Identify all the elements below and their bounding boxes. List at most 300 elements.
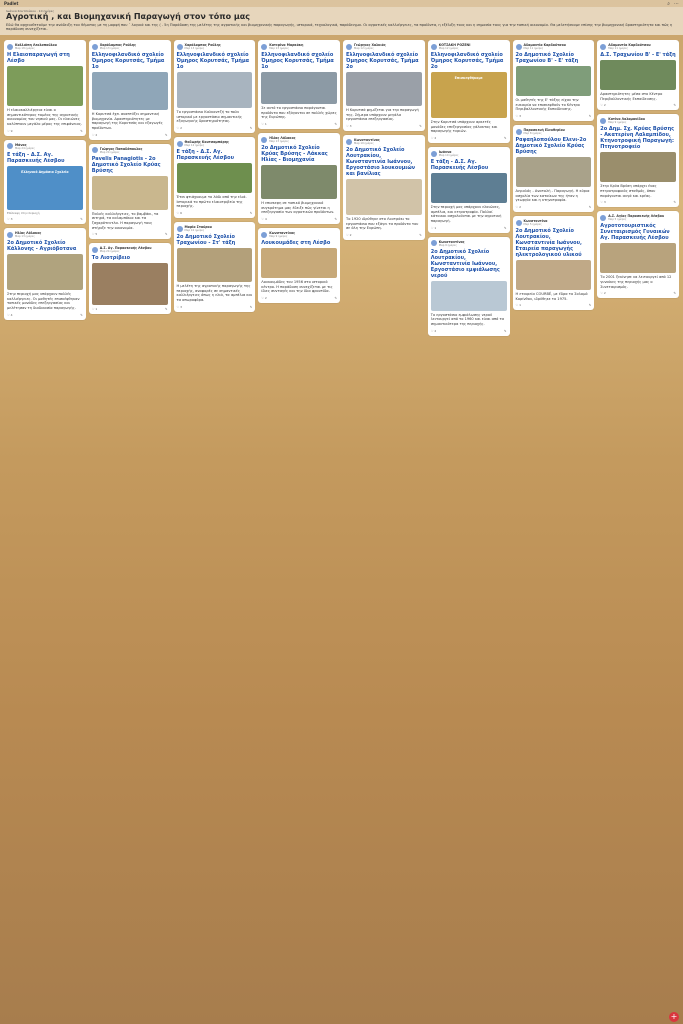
post-title: 2ο Δημοτικό Σχολείο Κάλλονης - Αγριόβοτανα xyxy=(7,240,77,253)
post-time: Μαρ 24 ημέρες xyxy=(99,250,120,254)
post-footer xyxy=(261,296,337,300)
post-header xyxy=(431,150,507,157)
post-body: Η επισκεψη σε τοπικό βιομηχανικό συγκρότημα μας έδειξε πώς γίνεται η επεξεργασία των αγροτικών προϊόντων. xyxy=(261,201,335,215)
post-author: ΚΟΤΣΑΚΗ ΡΟΖΕΝΙ xyxy=(438,43,471,47)
comment-icon[interactable]: ✎ xyxy=(673,200,676,205)
post-image[interactable] xyxy=(600,60,676,90)
post-title: Ε τάξη - Δ.Σ. Αγ. Παρασκευής Λέσβου xyxy=(176,149,234,162)
heart-icon[interactable]: ♡ 1 xyxy=(430,225,437,230)
post-image-label xyxy=(600,60,676,64)
post-footer xyxy=(92,232,168,236)
post-author: Κωνσταντίνος xyxy=(354,138,380,143)
comment-icon[interactable]: ✎ xyxy=(80,312,83,317)
post-author: Ιωάννα xyxy=(438,150,452,155)
like-count: 2 xyxy=(434,136,437,141)
heart-icon[interactable]: ♡ 2 xyxy=(430,136,437,141)
heart-icon[interactable]: ♡ 4 xyxy=(261,217,267,222)
post-body: Το 1920 ιδρύθηκε στο Λουτράκι το εργοστάσιο που εξάγει τα προϊόντα του σε όλη την Ευρώπη. xyxy=(346,217,419,231)
post-image[interactable] xyxy=(516,260,592,290)
post-image[interactable] xyxy=(261,72,337,104)
post-card[interactable] xyxy=(174,137,256,218)
avatar xyxy=(261,137,267,143)
post-header xyxy=(7,231,83,238)
avatar xyxy=(431,240,437,246)
post-title: 2ο Δημοτικό Σχολείο Κρύας Βρύσης - Λάκκας Ηλίας - Βιομηχανία xyxy=(261,145,328,164)
post-header xyxy=(92,43,168,50)
post-body: Η Κορυτσά έχει αναπτύξει σημαντική βιομηχανία. Δραστηριότητες με παραγωγή της Κορυτσάς και εξαγωγές προϊόντων. xyxy=(91,112,163,131)
avatar xyxy=(177,141,183,147)
post-time: Μαρ 13 ημέρες xyxy=(99,47,120,50)
post-image[interactable] xyxy=(346,179,422,215)
post-image-label xyxy=(431,173,507,177)
heart-icon[interactable]: ♡ 3 xyxy=(346,124,352,129)
post-title: Ε τάξη - Δ.Σ. Αγ. Παρασκευής Λέσβου xyxy=(7,151,65,164)
post-card[interactable] xyxy=(513,40,595,121)
heart-icon[interactable]: ♡ 2 xyxy=(600,103,606,108)
post-footer xyxy=(7,129,83,133)
post-image-label xyxy=(516,66,592,70)
board-column xyxy=(174,40,256,1010)
like-count: 2 xyxy=(95,132,98,137)
heart-icon[interactable]: ♡ 4 xyxy=(7,312,13,317)
post-title: 2ο Δημοτικό Σχολείο Τραχωνίου - Στ' τάξη xyxy=(176,234,236,247)
comment-icon[interactable]: ✎ xyxy=(673,103,676,108)
heart-icon[interactable]: ♡ 2 xyxy=(91,132,98,137)
avatar xyxy=(261,44,267,50)
post-card[interactable] xyxy=(258,133,340,224)
post-footer xyxy=(600,103,676,107)
like-count: 2 xyxy=(603,291,606,296)
post-body: Στην περιοχή μας υπάρχουν ελαιώνες, αμπέλια, και κτηνοτροφία. Πολλοί κάτοικοι ασχολούνται με την αγροτική παραγωγή. xyxy=(430,205,502,224)
post-header xyxy=(177,43,253,50)
post-author: Παρασκευή Ελευθερίου xyxy=(523,128,565,133)
post-image[interactable] xyxy=(600,243,676,273)
post-header xyxy=(600,43,676,50)
post-image[interactable] xyxy=(600,152,676,182)
avatar xyxy=(92,44,98,50)
avatar xyxy=(516,129,522,135)
post-footer xyxy=(431,329,507,333)
post-author: Μαρία Σταύρου xyxy=(184,225,212,230)
post-header xyxy=(600,117,676,124)
post-footer xyxy=(600,291,676,295)
post-time: Μαρ 9 ημέρες xyxy=(269,235,288,239)
like-count: 3 xyxy=(180,304,183,309)
post-header xyxy=(261,136,337,143)
post-image-label xyxy=(346,72,422,76)
post-card[interactable] xyxy=(428,147,510,233)
board-author: Ιωάννα Κουτσούκου · 10 ημέρες xyxy=(6,9,55,13)
comment-icon[interactable]: ✎ xyxy=(334,296,337,301)
post-footer xyxy=(261,122,337,126)
post-header xyxy=(431,240,507,247)
post-time: Μαρ 11 ημέρες xyxy=(523,47,544,50)
board-title: Αγροτική , και Βιομηχανική Παραγωγή στον τόπο μας xyxy=(6,12,250,21)
heart-icon[interactable]: ♡ 1 xyxy=(515,303,522,308)
top-actions xyxy=(667,1,679,7)
post-title: 2ο Δημοτικό Σχολείο Λουτρακίου, Κωνσταντινία Ιωάννου, Εργοστάσιο λουκουμιών και βανίλιας xyxy=(346,147,416,178)
post-image-label xyxy=(7,66,83,70)
post-title: 2ο Δημοτικό Σχολείο Λουτρακίου, Κωνσταντινία Ιωάννου, Εταιρεία παραγωγής ηλεκτρολογικού υλικού xyxy=(515,228,582,259)
board-columns xyxy=(4,40,679,1010)
post-header xyxy=(7,143,83,150)
avatar xyxy=(516,220,522,226)
avatar xyxy=(177,44,183,50)
post-title: Λουκουμάδες στη Λέσβο xyxy=(261,240,331,247)
post-body: Στην Κορυτσά υπάρχουν αρκετές μονάδες επεξεργασίας γάλακτος και παραγωγής τυριών. xyxy=(430,120,498,134)
post-card[interactable] xyxy=(174,222,256,312)
post-image-label xyxy=(600,152,676,156)
post-footer xyxy=(7,313,83,317)
board-column xyxy=(89,40,171,1010)
avatar xyxy=(92,147,98,153)
post-card[interactable] xyxy=(89,144,171,240)
post-card[interactable] xyxy=(89,243,171,314)
post-image[interactable] xyxy=(7,166,83,210)
comment-icon[interactable]: ✎ xyxy=(80,217,83,222)
post-image-label xyxy=(7,254,83,258)
post-card[interactable] xyxy=(174,40,256,133)
post-title: Ελληνοφιλανδικό σχολείο Όμηρος Κορυτσάς, Τμήμα 1ο xyxy=(91,52,165,70)
post-footer xyxy=(177,126,253,130)
comment-icon[interactable]: ✎ xyxy=(419,233,422,238)
avatar xyxy=(7,232,13,238)
post-footer xyxy=(516,303,592,307)
post-image-label xyxy=(177,248,253,252)
like-count: 1 xyxy=(95,307,98,312)
post-header xyxy=(261,231,337,238)
heart-icon[interactable]: ♡ 9 xyxy=(7,128,13,133)
post-author: Ηλίας Λόλακος xyxy=(269,136,296,141)
post-image-label: Επισκεφθήκαμε xyxy=(454,76,483,80)
post-card[interactable] xyxy=(428,40,510,143)
comment-icon[interactable]: ✎ xyxy=(588,114,592,119)
post-image[interactable] xyxy=(7,66,83,106)
post-image[interactable] xyxy=(92,263,168,305)
post-title: Το Λιοτρίβειο xyxy=(91,255,131,262)
like-count: 1 xyxy=(264,122,267,127)
comment-icon[interactable]: ✎ xyxy=(334,217,337,222)
comment-icon[interactable]: ✎ xyxy=(503,225,507,230)
post-image[interactable] xyxy=(92,176,168,210)
post-card[interactable] xyxy=(4,228,86,320)
post-card[interactable] xyxy=(343,40,425,131)
like-count: 1 xyxy=(519,303,522,308)
post-title: 2ο Δημοτικό Σχολείο Λουτρακίου, Κωνσταντινία Ιωάννου, Εργοστάσιο εμφιάλωσης νερού xyxy=(430,248,500,279)
avatar xyxy=(346,44,352,50)
post-body: Λουκουμόδες του 1956 στο ιστορικό κέντρο. Η παράδοση συνεχίζεται με τις ίδιες συνταγές και την ίδια φροντίδα. xyxy=(261,280,333,294)
post-footer xyxy=(431,226,507,230)
post-footer xyxy=(431,136,507,140)
post-footer xyxy=(516,205,592,209)
like-count: 4 xyxy=(264,217,267,222)
post-time: Μαρ 10 ημέρες xyxy=(184,229,205,233)
post-caption: Επίσκεψη στην περιοχή xyxy=(7,210,40,215)
avatar xyxy=(92,247,98,253)
post-header xyxy=(92,246,168,253)
comment-icon[interactable]: ✎ xyxy=(419,124,422,129)
heart-icon[interactable]: ♡ 2 xyxy=(261,296,267,301)
post-author: Κωνσταντίνα xyxy=(523,219,548,224)
post-title: Αγροτοτουριστικός Συνεταιρισμός Γυναικών Αγ. Παρασκευής Λέσβου xyxy=(600,223,670,242)
post-image-label xyxy=(431,281,507,285)
post-body: Έτσι φτιάχνουμε το λάδι από την ελιά. Ιστορικά το πρώτο ελαιοτριβείο της περιοχής. xyxy=(176,195,247,209)
avatar xyxy=(7,143,13,149)
post-time: Μαρ 12 ημέρες xyxy=(438,47,459,50)
post-image-label xyxy=(516,157,592,161)
post-title: 2ο Δημοτικό Σχολείο Τραχωνίου Β' - Ε' τάξη xyxy=(515,52,579,64)
post-author: Χαράλαμπος Ρούλης xyxy=(184,43,221,47)
post-header xyxy=(7,43,83,50)
board-description: Εδώ θα αρχειοθετούμε την ανάδειξη του θέματος με τη μορφή που ΄ λογικά και της ( . 5η Παράδοση της μελέτης της αγροτικής και βιομηχανικής παραγωγής, ιστορικά, τεχνολογικά, παράδειγμα. Οι αγροτικές καλλιέργειες, τα προϊόντα, η εξέλιξη τους και η σημασία τους για την τοπική οικονομία. Θα μελετήσουμε επίσης την βιομηχανική δραστηριότητα και πώς η παράδοση συνεχίζεται. xyxy=(6,22,673,32)
post-body: Η εταιρεία COURBÉ, με έδρα το Σολομό Κορίνθου, ιδρύθηκε το 1975. xyxy=(515,292,588,301)
post-time: Μαρ 13 ημέρες xyxy=(184,47,205,50)
post-author: Μάνος xyxy=(15,142,27,147)
post-header xyxy=(516,43,592,50)
post-image[interactable] xyxy=(431,281,507,311)
avatar xyxy=(600,215,606,221)
heart-icon[interactable]: ♡ 3 xyxy=(600,200,606,205)
comment-icon[interactable]: ✎ xyxy=(249,304,253,309)
post-image-label xyxy=(92,263,168,267)
post-image[interactable] xyxy=(92,72,168,110)
post-image[interactable] xyxy=(431,173,507,203)
post-body: Παλιές καλλιέργειες, το βαμβάκι, τα σιτηρά, τα καλαμπόκια και τα ζαχαρότευτλα. Η παραγωγή τους στήριξε την οικονομία. xyxy=(91,211,159,230)
post-time: Μαρ 9 ημέρες xyxy=(438,243,457,247)
post-image-label xyxy=(516,260,592,264)
post-header xyxy=(346,138,422,145)
post-image-label: Ελληνικό Δημόσιο Σχολείο xyxy=(21,169,69,174)
post-card[interactable] xyxy=(89,40,171,140)
post-image-label xyxy=(261,165,337,169)
post-title: Pavelis Panagiotis - 2ο Δημοτικό Σχολείο Κρύας Βρύσης xyxy=(91,155,161,174)
post-footer xyxy=(346,233,422,237)
post-author: Γεώργιος Χαλκιάς xyxy=(354,43,386,47)
post-image-label xyxy=(261,248,337,252)
like-count: 2 xyxy=(264,296,267,301)
post-header xyxy=(516,128,592,135)
post-image-label xyxy=(177,163,253,167)
post-author: Κατερίνα Μαρκάκη xyxy=(269,43,304,47)
post-time: Μαρ 13 ημέρες xyxy=(15,235,35,239)
post-time: Μαρ 5 ημέρες xyxy=(608,218,627,222)
post-footer xyxy=(177,305,253,309)
like-count: 3 xyxy=(349,124,352,129)
post-image[interactable] xyxy=(261,165,337,199)
post-body: Σε αυτό το εργοστάσιο παράγονται προϊόντα που εξάγονται σε πολλές χώρες της Ευρώπης. xyxy=(261,106,337,120)
heart-icon[interactable]: ♡ 2 xyxy=(515,205,522,210)
like-count: 2 xyxy=(519,205,522,210)
post-author: Θοδωρής Κουτσαμπάρης xyxy=(184,140,229,145)
post-author: Κωνσταντίνος xyxy=(269,231,296,236)
heart-icon[interactable]: ♡ 5 xyxy=(91,232,98,237)
post-card[interactable] xyxy=(258,40,340,129)
post-title: Ελληνοφιλανδικό σχολείο Όμηρος Κορυτσάς, Τμήμα 1ο xyxy=(176,52,250,70)
post-author: Χαράλαμπος Ρούλης xyxy=(99,43,136,47)
post-card[interactable] xyxy=(4,40,86,136)
board-column xyxy=(513,40,595,1010)
like-count: 5 xyxy=(95,232,98,237)
post-body: Δραστηριότητες μέσα στο Κέντρο Περιβαλλοντικής Εκπαίδευσης. xyxy=(600,92,663,101)
post-card[interactable] xyxy=(343,135,425,240)
post-title: Ελληνοφιλανδικό σχολείο Όμηρος Κορυτσάς, Τμήμα 1ο xyxy=(261,52,334,70)
like-count: 3 xyxy=(603,200,606,205)
post-image[interactable] xyxy=(346,72,422,106)
post-time: Μαρ 13 ημέρες xyxy=(269,140,290,144)
post-footer xyxy=(92,133,168,137)
heart-icon[interactable]: ♡ 6 xyxy=(176,211,183,216)
comment-icon[interactable]: ✎ xyxy=(80,128,83,133)
post-footer xyxy=(7,217,83,221)
post-title: Η Ελαιοπαραγωγή στη Λέσβο xyxy=(7,52,70,64)
post-header xyxy=(261,43,337,50)
avatar xyxy=(177,226,183,232)
avatar xyxy=(7,44,13,50)
board-column xyxy=(258,40,340,1010)
post-author: Κατίνα Λαλαμανίδου xyxy=(608,117,646,122)
post-footer xyxy=(92,307,168,311)
post-author: Γιώργος Παπαδόπουλος xyxy=(99,146,143,151)
bottom-bar xyxy=(4,1012,679,1022)
like-count: 1 xyxy=(434,225,437,230)
add-post-button[interactable]: + xyxy=(670,1012,678,1021)
like-count: 3 xyxy=(10,217,13,222)
avatar xyxy=(261,232,267,238)
post-image[interactable] xyxy=(261,248,337,278)
like-count: 9 xyxy=(10,128,13,133)
post-author: Δ.Σ. Αγ. Παρασκευής Λέσβου xyxy=(99,246,152,251)
post-image[interactable] xyxy=(177,72,253,108)
post-image[interactable] xyxy=(177,248,253,282)
post-body: Το 2001 ξεκίνησε να λειτουργεί από 12 γυναίκες της περιοχής μας ο Συνεταιρισμός. xyxy=(600,275,672,289)
post-footer xyxy=(261,217,337,221)
post-card[interactable] xyxy=(597,40,679,110)
post-footer xyxy=(346,124,422,128)
post-card[interactable] xyxy=(513,216,595,310)
post-body: Το εργοστάσιο εμφιάλωσης νερού λειτουργεί από το 1960 και είναι από τα σημαντικότερα της περιοχής. xyxy=(430,312,504,327)
post-author: Ηλίας Λόλακος xyxy=(15,231,42,236)
heart-icon[interactable]: ♡ 2 xyxy=(430,328,437,333)
post-body: Οι μαθητές της Ε' τάξης είχαν την ευκαιρία να επισκεφθούν το Κέντρο Περιβαλλοντικής Εκπαίδευσης. xyxy=(515,98,580,112)
post-header xyxy=(92,147,168,154)
post-author: Δ.Σ. Αγίας Παρασκευής Λέσβου xyxy=(608,214,665,219)
app-brand[interactable]: Padlet xyxy=(4,1,19,6)
avatar xyxy=(431,44,437,50)
like-count: 2 xyxy=(180,126,183,131)
comment-icon[interactable]: ✎ xyxy=(673,291,676,296)
post-time: Μαρ 11 ημέρες xyxy=(608,47,629,50)
post-image[interactable] xyxy=(177,163,253,193)
post-image-label xyxy=(92,176,168,180)
post-image-label xyxy=(177,72,253,76)
post-time: Μαρ 12 ημέρες xyxy=(184,144,205,148)
heart-icon[interactable]: ♡ 2 xyxy=(346,233,352,238)
post-card[interactable] xyxy=(258,228,340,303)
post-image[interactable] xyxy=(431,72,507,118)
post-title: Ελληνοφιλανδικό σχολείο Όμηρος Κορυτσάς, Τμήμα 2ο xyxy=(346,52,419,70)
post-image-label xyxy=(92,72,168,76)
heart-icon[interactable]: ♡ 2 xyxy=(600,291,606,296)
board-column xyxy=(428,40,510,1010)
post-time: Μαρ 24 ημέρες xyxy=(99,150,120,154)
post-card[interactable] xyxy=(597,211,679,298)
like-count: 2 xyxy=(434,328,437,333)
comment-icon[interactable]: ✎ xyxy=(164,132,168,137)
post-header xyxy=(177,140,253,147)
post-body: Η μελέτη της αγροτικής παραγωγής της περιοχής, αναφορές σε σημαντικές καλλιέργειες όπως η ελιά, τα αμπέλια και τα οπωροφόρα. xyxy=(176,284,253,303)
heart-icon[interactable]: ♡ 2 xyxy=(176,126,183,131)
comment-icon[interactable]: ✎ xyxy=(503,136,507,141)
post-card[interactable] xyxy=(513,125,595,212)
comment-icon[interactable]: ✎ xyxy=(588,303,592,308)
post-footer xyxy=(600,200,676,204)
post-header xyxy=(431,43,507,50)
post-title: 2ο Δημ. Σχ. Κρύας Βρύσης - Ακατερίνη Λαλαμπίδου, Κτηνοτροφική Παραγωγή: Πτηνοτροφείο xyxy=(600,126,675,151)
board-column xyxy=(597,40,679,1010)
post-image[interactable] xyxy=(516,66,592,96)
post-footer xyxy=(516,114,592,118)
post-body: Στην περιοχή μας υπάρχουν πολλές καλλιέργειες. Οι μαθητές επισκέφθηκαν τοπικές μονάδες επεξεργασίας και μελέτησαν τη διαδικασία παραγωγής. xyxy=(7,292,80,311)
post-body: Στην Κρύα Βρύση υπάρχει ένας πτηνοτροφικός σταθμός, όπου παράγονται αυγά και κρέας. xyxy=(600,184,657,198)
comment-icon[interactable]: ✎ xyxy=(334,122,337,127)
heart-icon[interactable]: ♡ 1 xyxy=(261,122,267,127)
post-image[interactable] xyxy=(516,157,592,187)
heart-icon[interactable]: ♡ 3 xyxy=(515,114,522,119)
post-time: Μαρ 10 ημέρες xyxy=(354,142,374,146)
comment-icon[interactable]: ✎ xyxy=(588,205,592,210)
post-time: Μαρ 12 ημέρες xyxy=(354,47,374,50)
post-body: Η Κορυτσά φημίζεται για την παραγωγή της. Σήμερα υπάρχουν μεγάλα εργοστάσια επεξεργασίας. xyxy=(346,108,419,122)
avatar xyxy=(516,44,522,50)
board-header xyxy=(0,7,683,35)
top-bar xyxy=(0,0,683,7)
post-title: Δ.Σ. Τραχωνίου Β' - Ε' τάξη xyxy=(600,52,676,58)
avatar xyxy=(600,118,606,124)
post-time: Μαρ 9 ημέρες xyxy=(608,121,627,125)
post-title: Ραφαηλοπούλου Ελενι-2ο Δημοτικό Σχολείο Κρύας Βρύσης xyxy=(515,137,587,156)
comment-icon[interactable]: ✎ xyxy=(503,328,507,333)
post-header xyxy=(516,219,592,226)
like-count: 2 xyxy=(603,103,606,108)
post-card[interactable] xyxy=(428,237,510,336)
post-card[interactable] xyxy=(597,114,679,207)
post-body: Η ελαιοκαλλιέργεια είναι ο σημαντικότερος τομέας της αγροτικής οικονομίας του νησιού μας. Οι ελαιώνες καλύπτουν μεγάλο μέρος της επιφάνειας. xyxy=(7,108,83,127)
post-image-label xyxy=(600,243,676,247)
avatar xyxy=(346,139,352,145)
comment-icon[interactable]: ✎ xyxy=(164,307,168,312)
post-title: Ε τάξη - Δ.Σ. Αγ. Παρασκευής Λέσβου xyxy=(430,159,489,172)
post-footer xyxy=(177,211,253,215)
post-time: Μαρ 13 ημέρες xyxy=(269,47,290,50)
board-column xyxy=(343,40,425,1010)
post-body: Το εργοστάσιο Καλκαντζή το πολυ ιστορικό με εργοστάσιο σημαντικής εξαγωγικής δραστηριότητας. xyxy=(176,110,242,124)
comment-icon[interactable]: ✎ xyxy=(249,211,253,216)
heart-icon[interactable]: ♡ 3 xyxy=(176,304,183,309)
heart-icon[interactable]: ♡ 1 xyxy=(91,307,98,312)
comment-icon[interactable]: ✎ xyxy=(249,126,253,131)
comment-icon[interactable]: ✎ xyxy=(164,232,168,237)
post-header xyxy=(346,43,422,50)
post-image[interactable] xyxy=(7,254,83,290)
post-time: Μαρ 8 ημέρες xyxy=(523,132,542,136)
avatar xyxy=(600,44,606,50)
heart-icon[interactable]: ♡ 3 xyxy=(7,217,13,222)
more-icon[interactable]: ⋯ xyxy=(674,0,679,7)
post-card[interactable] xyxy=(4,140,86,224)
search-icon[interactable]: ⌕ xyxy=(667,0,670,7)
post-time: Μαρ 5 ημέρες xyxy=(523,223,542,227)
post-time: Μαρ 18 ημέρες xyxy=(15,47,35,50)
